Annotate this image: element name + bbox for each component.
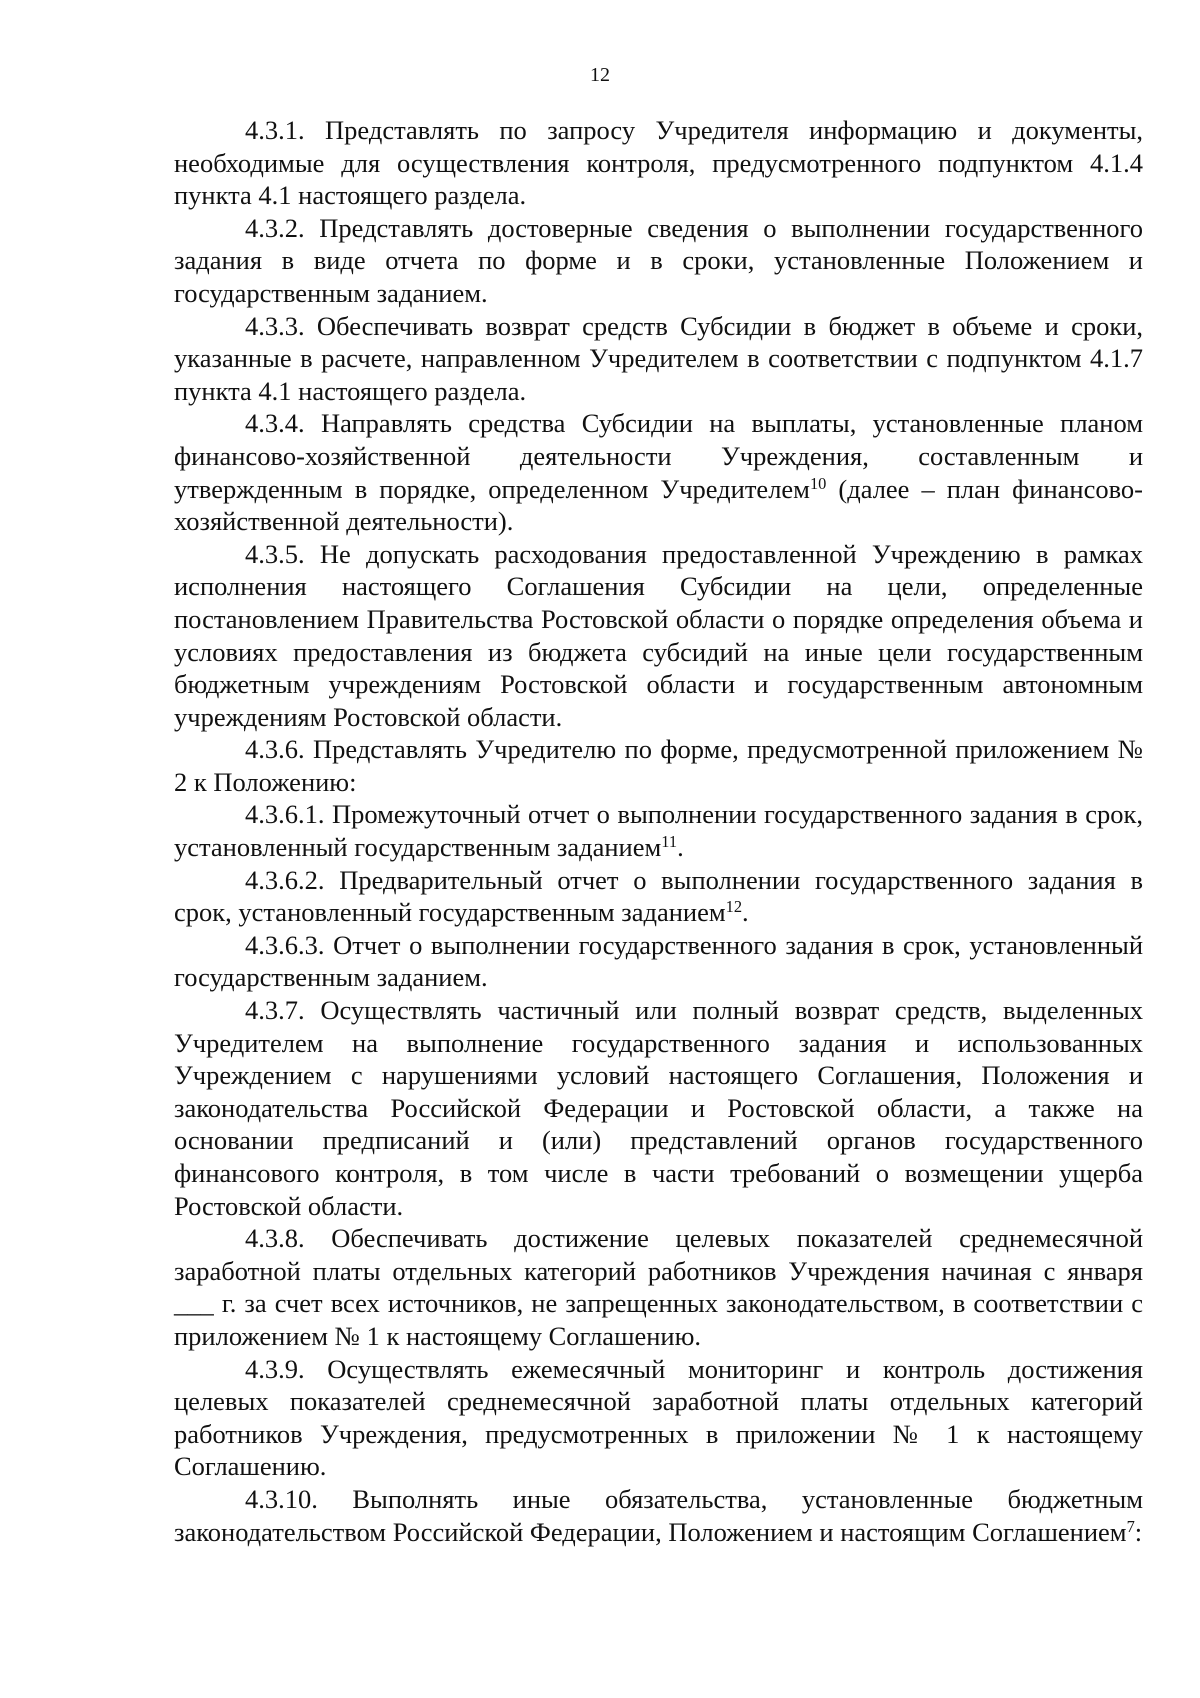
- clause-text-tail: :: [1134, 1516, 1143, 1547]
- clause-text: Обеспечивать возврат средств Субсидии в бюджет в объеме и сроки, указанные в расчете, направленном Учредителем в соответствии с подпунктом 4.1.7 пункта 4.1 настоящего раздела.: [174, 310, 1144, 406]
- clause-4-3-9: [174, 1353, 1143, 1483]
- clause-text: Осуществлять ежемесячный мониторинг и контроль достижения целевых показателей среднемесячной заработной платы отдельных категорий работников Учреждения, предусмотренных в приложении № 1 к настоящему Соглашению.: [174, 1353, 1143, 1482]
- clause-4-3-4: [174, 407, 1143, 537]
- clause-text: Обеспечивать достижение целевых показателей среднемесячной заработной платы отдельных категорий работников Учреждения начиная с января ___ г. за счет всех источников, не запрещенных законодательством, в соответствии с приложением № 1 к настоящему Соглашению.: [174, 1223, 1144, 1351]
- clause-text: Не допускать расходования предоставленной Учреждению в рамках исполнения настоящего Соглашения Субсидии на цели, определенные постановлением Правительства Ростовской области о порядке определения объема и условиях предоставления из бюджета субсидий на иные цели государственным бюджетным учреждениям Ростовской области и государственным автономным учреждениям Ростовской области.: [174, 538, 1143, 732]
- clause-text-tail: .: [742, 897, 749, 928]
- clause-4-3-6-3: [174, 929, 1143, 994]
- clause-number: 4.3.2.: [245, 212, 305, 243]
- clause-4-3-6-2: [174, 864, 1143, 929]
- clause-number: 4.3.9.: [245, 1353, 305, 1384]
- clause-number: 4.3.6.3.: [245, 929, 325, 960]
- clause-text: Промежуточный отчет о выполнении государственного задания в срок, установленный государственным заданием: [174, 799, 1144, 863]
- clause-text: Представлять достоверные сведения о выполнении государственного задания в виде отчета по форме и в сроки, установленные Положением и государственным заданием.: [174, 212, 1143, 308]
- clause-4-3-6-1: [174, 798, 1143, 863]
- clause-number: 4.3.6.: [245, 734, 305, 765]
- clause-4-3-7: [174, 994, 1143, 1222]
- clause-number: 4.3.6.2.: [245, 864, 325, 895]
- clause-number: 4.3.1.: [245, 115, 305, 145]
- clause-text-tail: (далее – план финансово-хозяйственной деятельности).: [174, 473, 1143, 537]
- clause-number: 4.3.7.: [245, 995, 305, 1026]
- page-number: 12: [590, 64, 610, 86]
- clause-4-3-1: [174, 114, 1143, 212]
- clause-text: Представлять Учредителю по форме, предусмотренной приложением № 2 к Положению:: [174, 734, 1143, 797]
- clause-text: Осуществлять частичный или полный возврат средств, выделенных Учредителем на выполнение государственного задания и использованных Учреждением с нарушениями условий настоящего Соглашения, Положения и законодательства Российской Федерации и Ростовской области, а также на основании предписаний и (или) представлений органов государственного финансового контроля, в том числе в части требований о возмещении ущерба Ростовской области.: [174, 995, 1144, 1221]
- clause-number: 4.3.8.: [245, 1223, 305, 1254]
- footnote-marker: 12: [725, 897, 743, 917]
- clause-4-3-3: [174, 310, 1143, 408]
- clause-text: Направлять средства Субсидии на выплаты, установленные планом финансово-хозяйственной деятельности Учреждения, составленным и утвержденным в порядке, определенном Учредителем: [174, 408, 1143, 504]
- clause-text: Представлять по запросу Учредителя информацию и документы, необходимые для осуществления контроля, предусмотренного подпунктом 4.1.4 пункта 4.1 настоящего раздела.: [174, 115, 1144, 211]
- footnote-marker: 7: [1126, 1516, 1135, 1536]
- clause-4-3-2: [174, 212, 1143, 310]
- clause-number: 4.3.3.: [245, 310, 305, 341]
- clause-number: 4.3.5.: [245, 538, 305, 569]
- clause-number: 4.3.10.: [245, 1483, 318, 1514]
- clause-text: Предварительный отчет о выполнении государственного задания в срок, установленный государственным заданием: [174, 864, 1144, 928]
- footnote-marker: 10: [809, 473, 827, 493]
- footnote-marker: 11: [661, 832, 678, 852]
- clause-text-tail: .: [677, 832, 684, 863]
- document-body: [174, 114, 1143, 1548]
- clause-text: Выполнять иные обязательства, установленные бюджетным законодательством Российской Федерации, Положением и настоящим Соглашением: [174, 1483, 1143, 1547]
- clause-4-3-6: [174, 733, 1143, 798]
- clause-4-3-10: [174, 1483, 1143, 1548]
- clause-4-3-8: [174, 1222, 1143, 1352]
- clause-number: 4.3.6.1.: [245, 799, 325, 830]
- clause-4-3-5: [174, 538, 1143, 734]
- clause-number: 4.3.4.: [245, 408, 305, 439]
- clause-text: Отчет о выполнении государственного задания в срок, установленный государственным заданием.: [174, 929, 1143, 993]
